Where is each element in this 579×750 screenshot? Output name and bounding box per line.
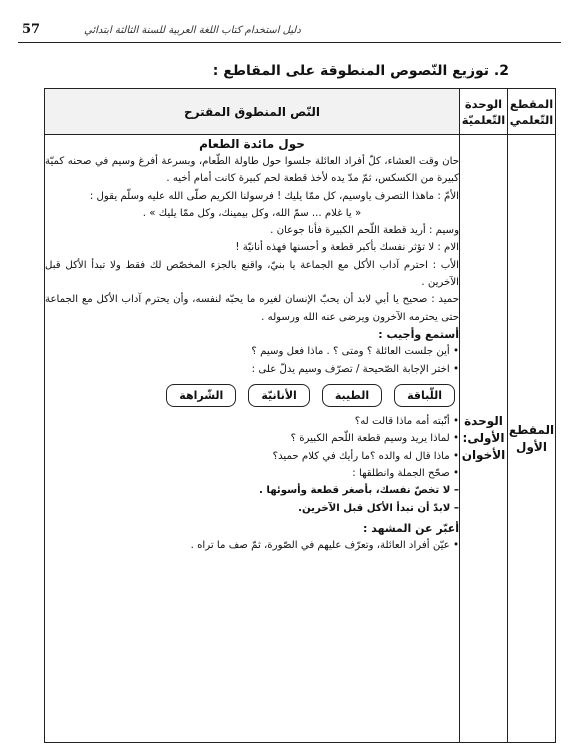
header-segment: المقطع التّعلمي [508,89,556,135]
header-unit: الوحدة التّعلميّة [460,89,508,135]
distribution-table [44,88,556,743]
segment-cell: المقطع الأول [508,135,556,743]
story-line: حميد : صحيح يا أبي لابد أن يحبّ الإنسان لغيره ما يحبّه لنفسه، وأن يحترم آداب الأكل مع الجماعة حتى يحترمه الآخرون ويرضى عنه الله ورسوله . [45,294,459,323]
story-line: الأب : احترم آداب الأكل مع الجماعة يا بنيّ، واقنع بالجزء المخصّص لك فقط ولا تبدأ الأكل قبل الآخرين . [45,259,459,289]
table-header-row [45,89,556,135]
choice-option: الأنانيّة [248,384,310,407]
list-item: • عيّن أفراد العائلة، وتعرّف عليهم في الصّورة، ثمّ صف ما تراه . [45,537,459,554]
choice-option: الشّراهة [166,384,236,407]
page-number: 57 [22,22,41,37]
list-item: • ماذا قال له والده ؟ما رأيك في كلام حميد؟ [45,448,459,465]
list-item: • صحّح الجملة وانطلقها : [45,465,459,482]
correction-line: – لا تخصّ نفسك، بأصغر قطعة وأسوئها . [258,485,459,497]
header-text: النّص المنطوق المقترح [45,89,460,135]
story-line: « يا غلام ... سمّ الله، وكل بيمينك، وكل ممّا يليك » . [142,207,362,219]
listen-heading: أستمع وأجيب : [378,327,459,341]
page-header [18,20,561,43]
guide-title: دليل استخدام كتاب اللغة العربية للسنة الثالثة ابتدائي [84,25,301,36]
express-heading: أعبّر عن المشهد : [362,521,459,535]
story-title: حول مائدة الطعام [199,137,305,151]
story-line: حان وقت العشاء، كلّ أفراد العائلة جلسوا حول طاولة الطّعام، وبسرعة أفرغ وسيم في صحنه كميّة كبيرة من الكسكس، ثمّ مدّ يده لأخذ قطعة لحم كبيرة كانت أمام أخيه . [45,156,459,185]
unit-cell: الوحدة الأولى: الأخوان [460,135,508,743]
answer-choices [45,378,459,413]
text-cell [45,135,460,743]
list-item: • أين جلست العائلة ؟ ومتى ؟ . ماذا فعل وسيم ؟ [45,343,459,360]
list-item: • أنّبته أمه ماذا قالت له؟ [45,413,459,430]
list-item: • لماذا يريد وسيم قطعة اللّحم الكبيرة ؟ [45,430,459,447]
list-item: • اختر الإجابة الصّحيحة / تصرّف وسيم يدلّ على : [45,361,459,378]
story-line: وسيم : أريد قطعة اللّحم الكبيرة فأنا جوعان . [270,225,459,237]
story-line: الام : لا تؤثر نفسك بأكبر قطعة و أحسنها فهذه أنانيّة ! [235,242,459,254]
choice-option: الطيبة [322,384,382,407]
correction-line: – لابدّ أن تبدأ الأكل قبل الآخرين. [298,502,459,514]
table-row [45,135,556,743]
story-line: الأمّ : ماهذا التصرف ياوسيم، كل ممّا يليك ! فرسولنا الكريم صلّى الله عليه وسلّم يقول : [89,190,459,202]
choice-option: اللّباقة [394,384,455,407]
section-title: 2. توزيع النّصوص المنطوقة على المقاطع : [212,63,509,79]
